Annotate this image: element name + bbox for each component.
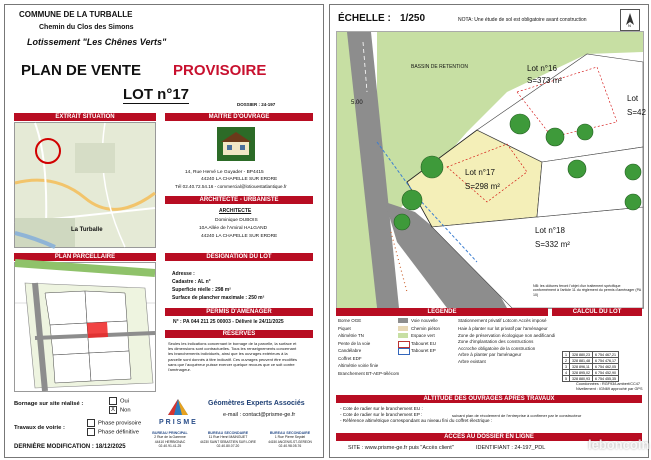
legend-col3 xyxy=(458,318,556,365)
calcul-note1: Coordonnées : RGF93/Lambert/CC47 xyxy=(576,382,640,386)
calcul-header: CALCUL DU LOT xyxy=(552,308,642,316)
permis-text: N° : PA 044 211 25 00003 - Délivré le 24/11/2025 xyxy=(173,319,284,325)
north-arrow-icon: N xyxy=(620,9,640,31)
email: e-mail : contact@prisme-ge.fr xyxy=(223,412,296,418)
prisme-logo-mark xyxy=(158,395,198,419)
lot18-area: S=332 m² xyxy=(535,240,570,249)
maitre-contact: Tél 02.40.72.54.16 - commercial@lotiouestatlantique.fr xyxy=(175,184,287,189)
phase-definitive-option[interactable]: Phase définitive xyxy=(87,428,139,437)
commune-title: COMMUNE DE LA TURBALLE xyxy=(19,10,133,19)
reserves-text: Seules les indications concernant le bornage de la parcelle, la surface et les dimensions sont contractuelles. Tous les renseignements concernant les branchements individuels, ainsi que les ouvrages extérieurs à la parcelle sont donnés à titre indicatif. Ces ouvrages peuvent être modifiés sans que l'acquéreur puisse exercer quelque recours que ce soit contre l'aménageur. xyxy=(168,341,297,373)
soil-study-note: NOTA: Une étude de sol est obligatoire avant construction xyxy=(458,17,587,23)
legend-haie: Haie à planter sur lot privatif par l'aménageur xyxy=(458,326,548,331)
lot-next-name: Lot xyxy=(627,94,639,103)
legend-tabouret-eu: Tabouret EU xyxy=(411,340,437,346)
legend-piquet: Piquet xyxy=(338,325,351,331)
table-row: 4 328 895,02 6 754 452,90 xyxy=(563,370,619,376)
legend-coffret: Coffret EDF xyxy=(338,355,362,361)
street-name: Chemin du Clos des Simons xyxy=(39,24,134,31)
table-row: 3 328 896,11 6 754 462,05 xyxy=(563,364,619,370)
site-link[interactable]: SITE : www.prisme-ge.fr puis "Accès client" xyxy=(348,445,454,451)
acces-header: ACCÈS AU DOSSIER EN LIGNE xyxy=(336,433,642,441)
road-width-label: 5.00 xyxy=(351,100,363,106)
parcellaire-drawing xyxy=(15,263,155,391)
echelle-label: ÉCHELLE : xyxy=(338,13,391,24)
echelle-value: 1/250 xyxy=(400,13,426,24)
situation-map xyxy=(14,122,156,248)
calcul-note2: Nivellement : IGN69 approché par GPS xyxy=(576,387,643,391)
adresse-label: Adresse : xyxy=(172,271,195,277)
bornage-oui-option[interactable]: Oui xyxy=(109,397,129,406)
bureau-1: BUREAU PRINCIPAL 2 Rue de la Garenne 44410 HERBIGNAC 02.40.91.41.25 xyxy=(152,431,188,448)
legend-arbre-planter: Arbre à planter par l'aménageur xyxy=(458,352,522,357)
phase-provisoire-option[interactable]: Phase provisoire xyxy=(87,419,141,428)
phase-provisoire-checkbox[interactable] xyxy=(87,419,95,427)
bornage-label: Bornage sur site réalisé : xyxy=(14,401,84,407)
maitre-logo xyxy=(217,127,255,161)
altitude-header: ALTITUDE DES OUVRAGES APRÈS TRAVAUX xyxy=(336,395,642,403)
architecte-name: Dominique DUBOIS xyxy=(215,218,258,223)
dossier-number: DOSSIER : 24-197 xyxy=(237,102,276,107)
legend-zone-implantation: Zone d'implantation des constructions xyxy=(458,339,534,344)
parcellaire-header: PLAN PARCELLAIRE xyxy=(14,253,156,261)
bassin-label: BASSIN DE RETENTION xyxy=(411,64,468,70)
legend-espace-vert: Espace vert xyxy=(411,333,435,338)
parcellaire-map xyxy=(14,262,156,392)
lot17-area: S=298 m² xyxy=(465,182,500,191)
map-town-label: La Turballe xyxy=(71,227,103,233)
legende-header: LÉGENDE xyxy=(336,308,548,316)
identifiant: IDENTIFIANT : 24-197_PDL xyxy=(476,445,546,451)
legend-altimetrie: Altimétrie TN xyxy=(338,333,364,338)
architecte-header: ARCHITECTE - URBANISTE xyxy=(165,196,313,204)
legend-tabouret-ep: Tabouret EP xyxy=(411,348,436,353)
prisme-logo-text: PRISME xyxy=(159,419,198,426)
lotissement-name: Lotissement "Les Chênes Verts" xyxy=(27,37,167,47)
reserves-header: RÉSERVES xyxy=(165,330,313,338)
legend-voie: Voie nouvelle xyxy=(411,318,438,323)
permis-header: PERMIS D'AMÉNAGER xyxy=(165,308,313,316)
architecte-address1: 10A Allée de l'Amiral HALGAND xyxy=(199,226,268,231)
bureau-3: BUREAU SECONDAIRE 1 Rue Pierre Seydel 44150 ANCENIS-ST-GEREON 02.40.98.05.76 xyxy=(268,431,312,448)
lot-plan-map xyxy=(336,31,644,309)
legend-pente: Pente de la voie xyxy=(338,340,371,346)
lot16-name: Lot n°16 xyxy=(527,64,557,73)
left-sheet xyxy=(4,4,324,458)
legend-borne: Borne OGE xyxy=(338,318,362,323)
extrait-header: EXTRAIT SITUATION xyxy=(14,113,156,121)
nb-note: NB: les clôtures feront l'objet d'un traitement spécifique conformément à l'article 11 du règlement du permis d'aménager (PA 10) xyxy=(533,284,641,297)
legend-zone-preservation: Zone de préservation écologique non aedificandi xyxy=(458,332,556,338)
superficie: Superficie réelle : 298 m² xyxy=(172,287,231,293)
bornage-non-checkbox[interactable]: X xyxy=(110,407,115,413)
legend-altimetrie-voirie: Altimétrie voirie finie xyxy=(338,363,379,368)
lot-title: LOT n°17 xyxy=(123,86,190,103)
lot17-name: Lot n°17 xyxy=(465,168,495,177)
legend-accroche: Accroche obligatoire de la construction xyxy=(458,345,536,351)
maitre-address2: 44240 LA CHAPELLE SUR ERDRE xyxy=(201,177,278,182)
watermark: leboncoin xyxy=(588,437,650,452)
lot17-highlight xyxy=(87,322,108,338)
legend-branchement: Branchement BT-AEP-télécom xyxy=(338,370,400,376)
lot16-area: S=373 m² xyxy=(527,76,562,85)
lot-next-area: S=42 xyxy=(627,108,646,117)
table-row: 2 328 881,48 6 754 476,17 xyxy=(563,358,619,364)
plan-status: PROVISOIRE xyxy=(173,62,267,79)
legend-chemin: Chemin piéton xyxy=(411,325,441,331)
maitre-header: MAÎTRE D'OUVRAGE xyxy=(165,113,313,121)
table-row: 1 328 880,23 6 754 467,21 xyxy=(563,352,619,358)
table-row: 5 328 880,93 6 754 455,35 xyxy=(563,376,619,382)
bornage-non-option[interactable]: X Non xyxy=(110,407,131,414)
surface-plancher: Surface de plancher maximale : 250 m² xyxy=(172,295,265,301)
plan-title: PLAN DE VENTE xyxy=(21,62,142,79)
bornage-oui-checkbox[interactable] xyxy=(109,397,117,405)
cadastre: Cadastre : AL n° xyxy=(172,279,211,285)
derniere-modif: DERNIÈRE MODIFICATION : 18/12/2025 xyxy=(14,444,126,450)
lot18-name: Lot n°18 xyxy=(535,226,565,235)
right-sheet xyxy=(329,4,649,458)
architecte-address2: 44240 LA CHAPELLE SUR ERDRE xyxy=(201,234,278,239)
altitude-lines: - Cote de radier sur le branchement EU : - Cote de radier sur le branchement EP : - Référence altimétrique correspondant au niveau fini du coffret électrique : xyxy=(340,406,493,423)
legend-candelabre: Candélabre xyxy=(338,348,362,353)
altitude-note: suivant plan de récolement de l'entreprise à confirmer par le constructeur xyxy=(452,413,582,418)
bureau-2: BUREAU SECONDAIRE 11 Rue Henri MAINGUET 44230 SAINT SEBASTIEN SUR LOIRE 02.40.80.07.20 xyxy=(200,431,256,448)
architecte-title: ARCHITECTE xyxy=(219,208,252,214)
legend-stationnement: Stationnement privatif Lotcom Accès imposé xyxy=(458,318,547,323)
designation-header: DÉSIGNATION DU LOT xyxy=(165,253,313,261)
calcul-table xyxy=(562,351,619,382)
geometres-title: Géomètres Experts Associés xyxy=(208,400,305,407)
phase-definitive-checkbox[interactable] xyxy=(87,428,95,436)
travaux-label: Travaux de voirie : xyxy=(14,425,65,431)
maitre-address1: 14, Rue Hervé Le Guyader - BP4415 xyxy=(185,170,264,175)
legend-arbre-existant: Arbre existant xyxy=(458,358,486,364)
